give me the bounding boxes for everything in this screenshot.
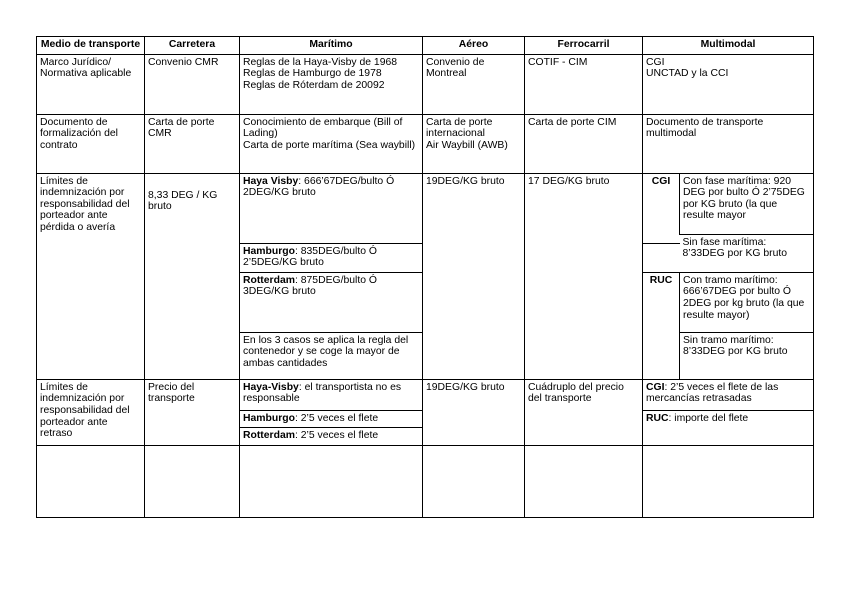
row-label-perdida: Límites de indemnización por responsabilidad del porteador ante pérdida o avería — [37, 173, 145, 379]
row-retraso — [37, 379, 814, 410]
header-medio: Medio de transporte — [37, 37, 145, 55]
cell-perdida-hamburgo — [240, 243, 423, 272]
cell-documento-aereo — [423, 114, 525, 173]
empty-cell — [37, 445, 145, 517]
cgi-label: CGI — [643, 173, 680, 234]
rotterdam-text: : 875DEG/bulto Ó 3DEG/KG bruto — [243, 274, 377, 298]
marco-maritimo-line: Reglas de la Haya-Visby de 1968 — [243, 56, 398, 68]
row-label-documento: Documento de formalización del contrato — [37, 114, 145, 173]
cgi-sin-fase-maritima: Sin fase marítima: 8’33DEG por KG bruto — [680, 234, 814, 272]
ruc-spacer — [643, 332, 680, 379]
marco-maritimo-line: Reglas de Róterdam de 20092 — [243, 79, 385, 91]
header-row — [37, 37, 814, 55]
haya-visby-name: Haya Visby — [243, 175, 299, 187]
row-label-retraso: Límites de indemnización por responsabilidad del porteador ante retraso — [37, 379, 145, 445]
empty-cell — [240, 445, 423, 517]
cell-marco-carretera: Convenio CMR — [145, 54, 240, 114]
haya-visby-text: : 666’67DEG/bulto Ó 2DEG/KG bruto — [243, 175, 395, 199]
header-carretera: Carretera — [145, 37, 240, 55]
cell-marco-ferrocarril: COTIF - CIM — [525, 54, 643, 114]
cell-perdida-aereo: 19DEG/KG bruto — [423, 173, 525, 379]
retraso-rotterdam-name: Rotterdam — [243, 430, 295, 442]
retraso-haya-text: : el transportista no es responsable — [243, 381, 402, 405]
cell-marco-multimodal — [643, 54, 814, 114]
hamburgo-text: : 835DEG/bulto Ó 2’5DEG/KG bruto — [243, 245, 377, 269]
cell-retraso-cgi — [643, 379, 814, 410]
cell-retraso-rotterdam — [240, 428, 423, 446]
hamburgo-name: Hamburgo — [243, 245, 295, 257]
header-maritimo: Marítimo — [240, 37, 423, 55]
empty-cell — [423, 445, 525, 517]
documento-aereo-line: Carta de porte internacional — [426, 116, 493, 140]
header-aereo: Aéreo — [423, 37, 525, 55]
rotterdam-name: Rotterdam — [243, 274, 295, 286]
ruc-label: RUC — [643, 272, 680, 332]
row-empty — [37, 445, 814, 517]
cell-documento-maritimo — [240, 114, 423, 173]
row-documento — [37, 114, 814, 173]
cell-perdida-carretera: 8,33 DEG / KG bruto — [145, 173, 240, 379]
cell-documento-multimodal: Documento de transporte multimodal — [643, 114, 814, 173]
cgi-spacer — [643, 243, 680, 272]
header-multimodal: Multimodal — [643, 37, 814, 55]
cell-perdida-nota: En los 3 casos se aplica la regla del contenedor y se coge la mayor de ambas cantidades — [240, 332, 423, 379]
cell-marco-aereo: Convenio de Montreal — [423, 54, 525, 114]
documento-maritimo-line: Conocimiento de embarque (Bill of Lading) — [243, 116, 403, 140]
cell-perdida-haya — [240, 173, 423, 243]
retraso-rotterdam-text: : 2’5 veces el flete — [294, 430, 379, 442]
retraso-ruc-text: : importe del flete — [668, 412, 749, 424]
cell-retraso-hamburgo — [240, 410, 423, 428]
cell-retraso-aereo: 19DEG/KG bruto — [423, 379, 525, 445]
retraso-cgi-text: : 2’5 veces el flete de las mercancías retrasadas — [646, 381, 779, 405]
retraso-cgi-label: CGI — [646, 381, 665, 393]
header-ferrocarril: Ferrocarril — [525, 37, 643, 55]
cell-perdida-rotterdam — [240, 272, 423, 332]
cell-retraso-carretera: Precio del transporte — [145, 379, 240, 445]
empty-cell — [145, 445, 240, 517]
empty-cell — [525, 445, 643, 517]
cell-documento-ferrocarril: Carta de porte CIM — [525, 114, 643, 173]
transport-comparison-table — [36, 36, 814, 518]
cell-retraso-ferrocarril: Cuádruplo del precio del transporte — [525, 379, 643, 445]
marco-maritimo-line: Reglas de Hamburgo de 1978 — [243, 68, 382, 80]
cgi-con-fase-maritima: Con fase marítima: 920 DEG por bulto Ó 2’75DEG por KG bruto (la que resulte mayor — [680, 173, 814, 234]
cell-retraso-ruc — [643, 410, 814, 445]
retraso-haya-name: Haya-Visby — [243, 381, 299, 393]
ruc-con-tramo-maritimo: Con tramo marítimo: 666’67DEG por bulto Ó 2DEG por kg bruto (la que resulte mayor) — [680, 272, 814, 332]
retraso-ruc-label: RUC — [646, 412, 669, 424]
cgi-spacer — [643, 234, 680, 243]
documento-aereo-line: Air Waybill (AWB) — [426, 139, 508, 151]
cell-retraso-haya — [240, 379, 423, 410]
marco-multimodal-line: CGI — [646, 56, 665, 68]
marco-multimodal-line: UNCTAD y la CCI — [646, 68, 729, 80]
cell-documento-carretera: Carta de porte CMR — [145, 114, 240, 173]
row-label-marco: Marco Jurídico/ Normativa aplicable — [37, 54, 145, 114]
cell-perdida-ferrocarril: 17 DEG/KG bruto — [525, 173, 643, 379]
retraso-hamburgo-name: Hamburgo — [243, 412, 295, 424]
retraso-hamburgo-text: : 2’5 veces el flete — [294, 412, 379, 424]
ruc-sin-tramo-maritimo: Sin tramo marítimo: 8’33DEG por KG bruto — [680, 332, 814, 379]
empty-cell — [643, 445, 814, 517]
documento-maritimo-line: Carta de porte marítima (Sea waybill) — [243, 139, 416, 151]
row-marco-juridico — [37, 54, 814, 114]
cell-marco-maritimo — [240, 54, 423, 114]
row-perdida — [37, 173, 814, 234]
